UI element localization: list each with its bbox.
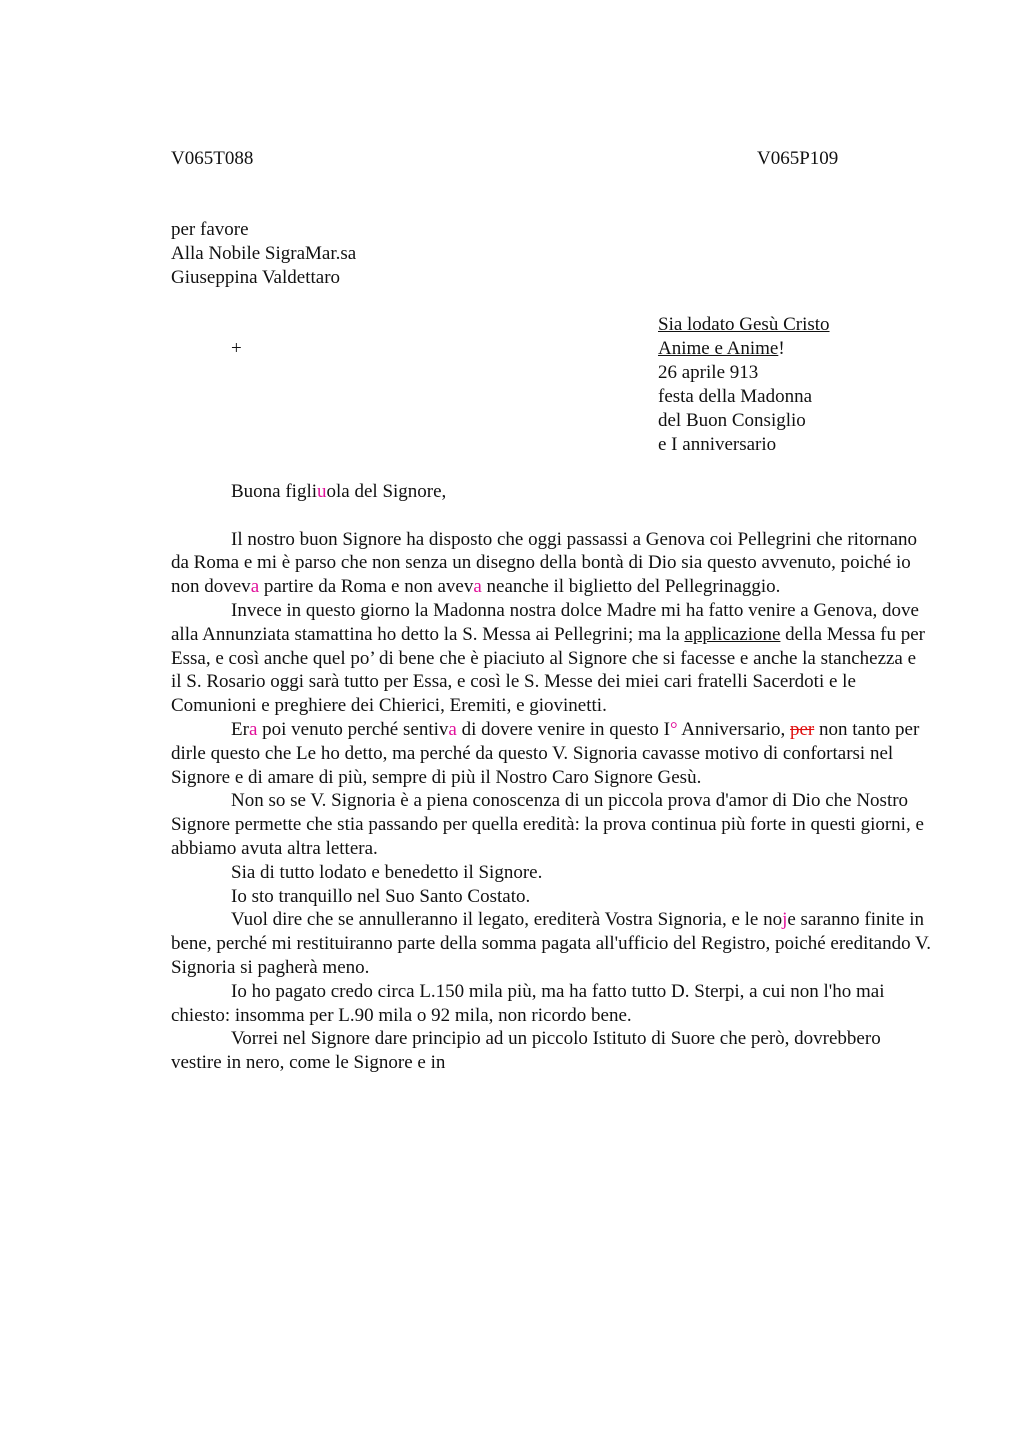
text-fragment: della Messa fu per Essa, e così anche quel po’ di bene che è piaciuto al Signore che si facesse e anche la stanchezza e il S. Rosario oggi sarà tutto per Essa, e così le S. Messe dei miei cari fratelli Sacerdoti e le Comunioni e preghiere dei Chierici, Eremiti, e giovinetti. <box>171 623 925 717</box>
text-fragment: ! <box>778 338 785 359</box>
deleted-text: per <box>790 718 815 740</box>
invocation-line: Sia lodato Gesù Cristo <box>658 314 830 335</box>
correction-mark: a <box>473 576 482 598</box>
text-fragment: di dovere venire in questo I <box>456 718 670 740</box>
text-fragment: Il nostro buon Signore ha disposto che oggi passassi a Genova coi Pellegrini che ritornano da Roma e mi è parso che non senza un disegno della bontà di Dio sia questo avvenuto, poiché io non dovev <box>171 528 917 598</box>
paragraph: Sia di tutto lodato e benedetto il Signore. <box>231 861 543 883</box>
paragraph: Io sto tranquillo nel Suo Santo Costato. <box>231 885 531 907</box>
correction-mark: a <box>250 576 260 598</box>
text-fragment: ola del Signore, <box>326 481 447 502</box>
address-block <box>171 218 356 290</box>
paragraph <box>171 599 931 718</box>
address-line: Alla Nobile SigraMar.sa <box>171 243 357 264</box>
anniversary-line: e I anniversario <box>658 434 777 455</box>
feast-line: del Buon Consiglio <box>658 410 806 431</box>
date-line: 26 aprile 913 <box>658 362 759 383</box>
paragraph: Non so se V. Signoria è a piena conoscenza di un piccola prova d'amor di Dio che Nostro Signore permette che stia passando per quella eredità: la prova continua più forte in questi giorni, e abbiamo avuta altra lettera. <box>171 790 924 859</box>
text-fragment: e saranno finite in bene, perché mi restituiranno parte della somma pagata all'ufficio del Registro, poiché ereditando V. Signoria si pagherà meno. <box>171 909 932 978</box>
correction-mark: j <box>782 909 788 931</box>
address-line: Giuseppina Valdettaro <box>171 267 341 288</box>
address-line: per favore <box>171 219 249 240</box>
text-fragment: neanche il biglietto del Pellegrinaggio. <box>481 576 781 598</box>
text-fragment: Anniversario, <box>677 718 790 740</box>
text-fragment: Er <box>231 718 249 740</box>
paragraph: Io ho pagato credo circa L.150 mila più, ma ha fatto tutto D. Sterpi, a cui non l'ho mai chiesto: insomma per L.90 mila o 92 mila, non ricordo bene. <box>171 980 885 1026</box>
text-fragment: partire da Roma e non avev <box>259 576 474 598</box>
correction-mark: u <box>317 481 327 502</box>
document-code-left: V065T088 <box>171 148 254 169</box>
text-fragment: Buona figli <box>231 481 318 502</box>
text-fragment: Vuol dire che se annulleranno il legato, erediterà Vostra Signoria, e le no <box>231 909 783 931</box>
text-fragment: Invece in questo giorno la Madonna nostra dolce Madre mi ha fatto venire a Genova, dove alla Annunziata stamattina ho detto la S. Messa ai Pellegrini; ma la <box>171 599 919 645</box>
underlined-text: applicazione <box>684 623 781 645</box>
underlined-text: Anime e Anime <box>658 338 779 359</box>
salutation <box>171 480 931 504</box>
paragraph: Vorrei nel Signore dare principio ad un piccolo Istituto di Suore che però, dovrebbero vestire in nero, come le Signore e in <box>171 1028 881 1074</box>
document-code-right: V065P109 <box>757 148 839 169</box>
correction-mark: ° <box>669 718 678 740</box>
feast-line: festa della Madonna <box>658 386 813 407</box>
paragraph <box>171 528 931 599</box>
cross-mark: + <box>231 338 242 359</box>
text-fragment: non tanto per dirle questo che Le ho detto, ma perché da questo V. Signoria cavasse motivo di confortarsi nel Signore e di amare di più, sempre di più il Nostro Caro Signore Gesù. <box>171 718 920 788</box>
correction-mark: a <box>448 718 457 740</box>
text-fragment: poi venuto perché sentiv <box>257 718 449 740</box>
correction-mark: a <box>248 718 258 740</box>
letter-body <box>171 480 931 1075</box>
heading-block <box>658 313 830 457</box>
invocation-line-2 <box>658 337 830 361</box>
paragraph <box>171 718 931 789</box>
paragraph <box>171 908 931 979</box>
